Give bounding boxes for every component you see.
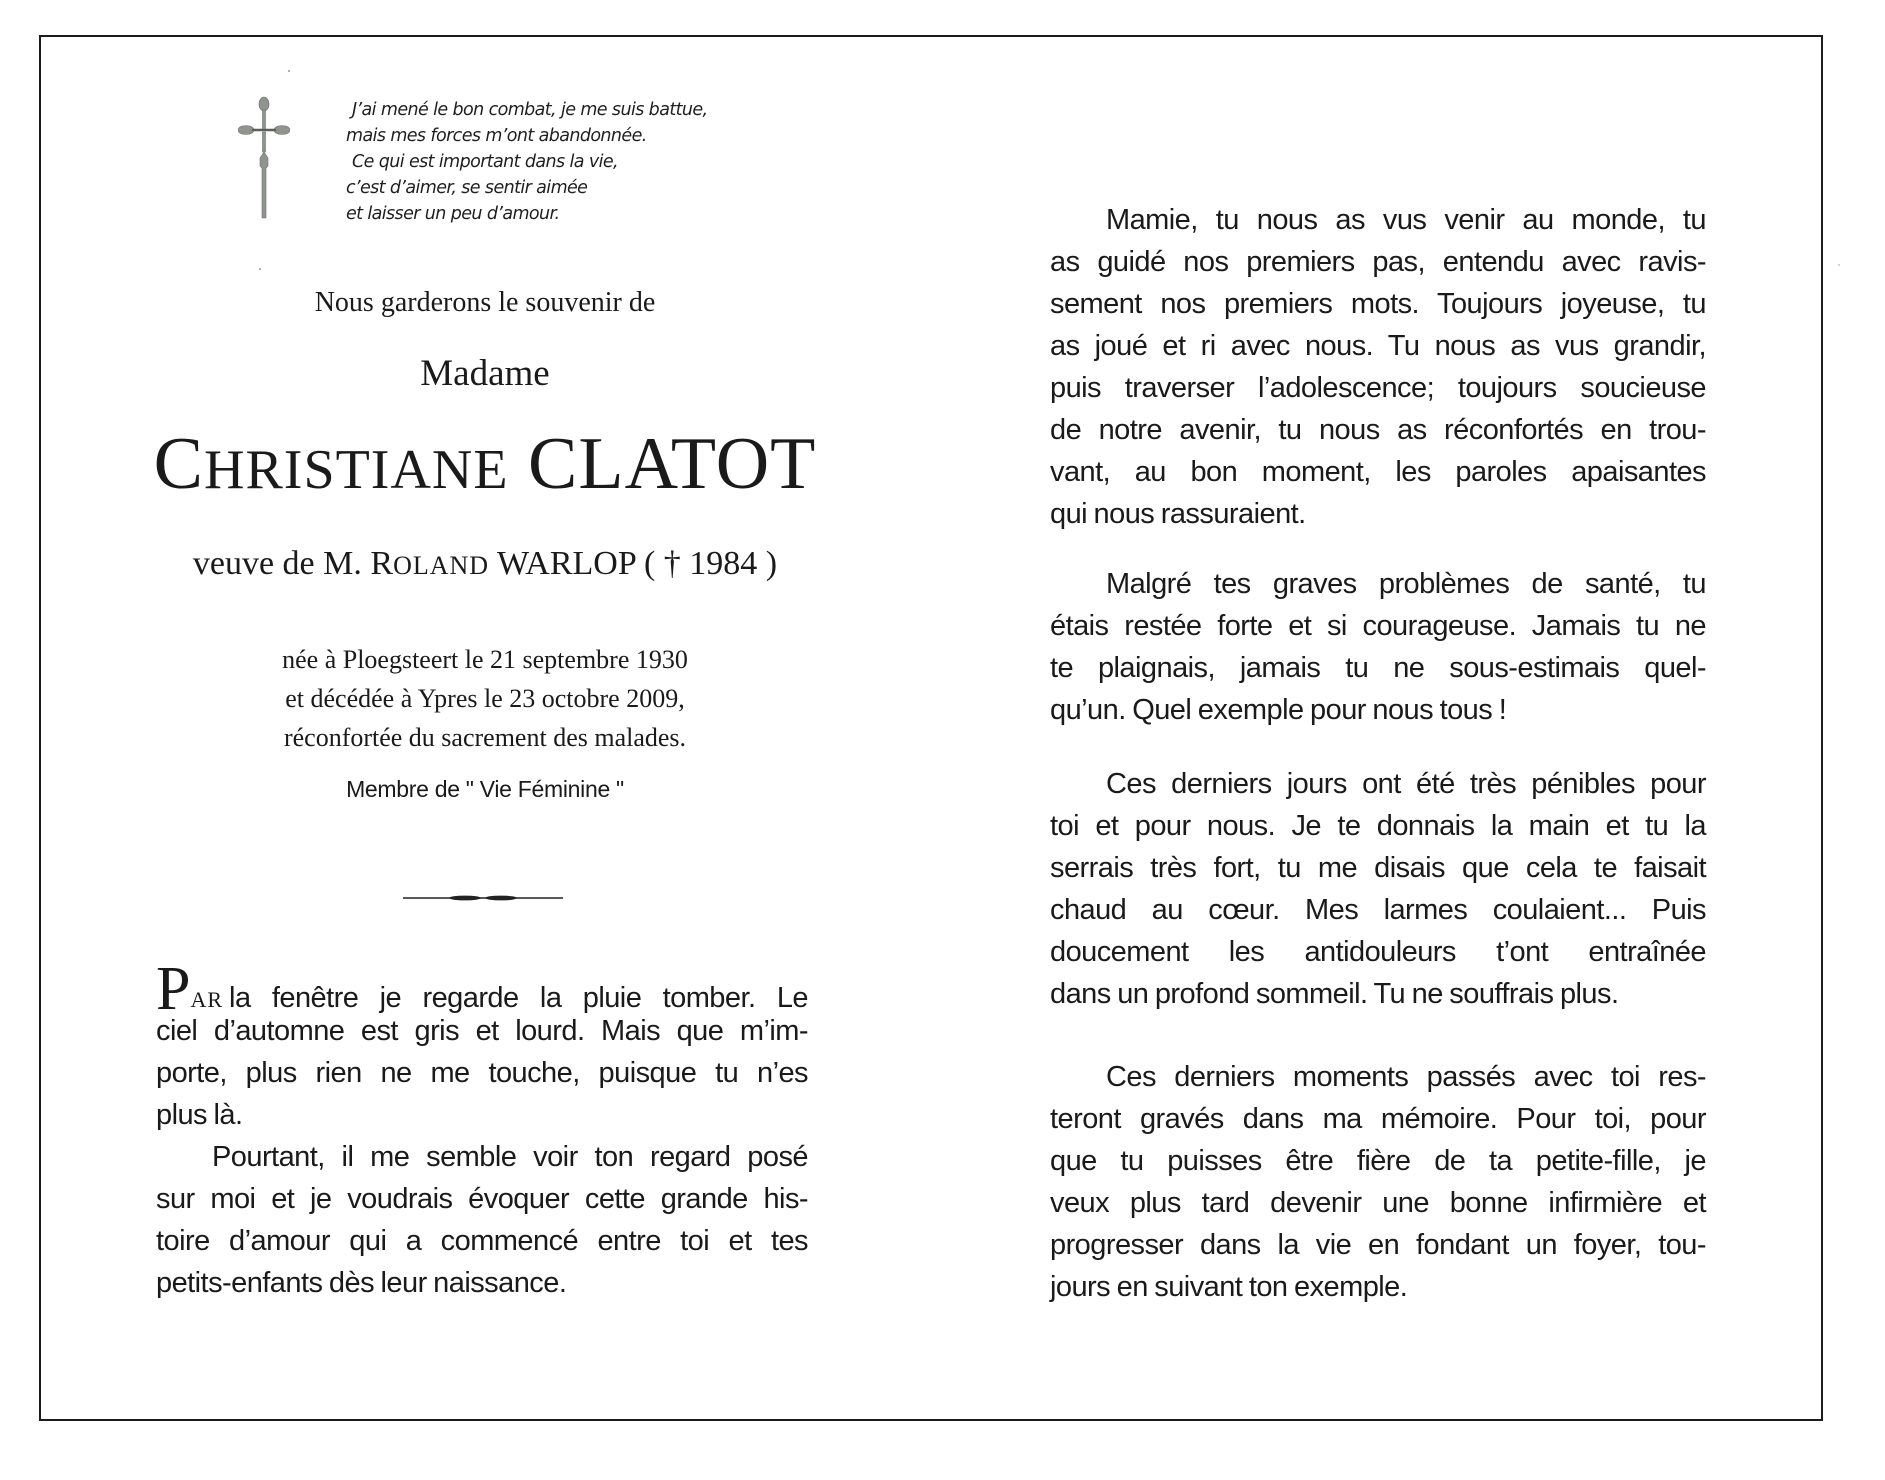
text-line: Mamie, tu nous as vus venir au monde, tu: [1106, 204, 1706, 236]
scan-speck: [259, 268, 261, 270]
text-line: as guidé nos premiers pas, entendu avec ravis-: [1050, 246, 1706, 278]
text-line: sement nos premiers mots. Toujours joyeuse, tu: [1050, 288, 1706, 320]
grandchild-letter-intro: [156, 955, 808, 1304]
text-line: qu’un. Quel exemple pour nous tous !: [1050, 694, 1507, 726]
paragraph-last-days: [1050, 763, 1706, 1015]
birth-line: née à Ploegsteert le 21 septembre 1930: [282, 645, 688, 674]
text-line: Ces derniers jours ont été très pénibles pour: [1106, 768, 1706, 800]
text-line: progresser dans la vie en fondant un foyer, tou-: [1050, 1229, 1706, 1261]
text-line: toi et pour nous. Je te donnais la main et tu la: [1050, 810, 1706, 842]
text-line: ciel d’automne est gris et lourd. Mais que m’im-: [156, 1015, 808, 1047]
text-line: toire d’amour qui a commencé entre toi et tes: [156, 1225, 808, 1257]
husband-death-year: ( † 1984 ): [635, 545, 778, 582]
text-line: serrais très fort, tu me disais que cela te faisait: [1050, 852, 1706, 884]
text-line: que tu puisses être fière de ta petite-fille, je: [1050, 1145, 1706, 1177]
scan-speck: [1838, 264, 1840, 266]
life-dates: [120, 640, 850, 757]
poem-line: Ce qui est important dans la vie,: [352, 152, 619, 172]
poem-line: c’est d’aimer, se sentir aimée: [346, 178, 588, 198]
poem-line: et laisser un peu d’amour.: [346, 204, 560, 224]
text-line: de notre avenir, tu nous as réconfortés en trou-: [1050, 414, 1706, 446]
death-line: et décédée à Ypres le 23 octobre 2009,: [285, 684, 685, 713]
small-caps: AR: [190, 987, 224, 1012]
text-line: dans un profond sommeil. Tu ne souffrais plus.: [1050, 978, 1619, 1010]
poem-line: mais mes forces m’ont abandonnée.: [346, 126, 647, 146]
remembrance-intro: Nous garderons le souvenir de: [314, 287, 656, 318]
drop-cap: P: [156, 955, 191, 1023]
text-line: qui nous rassuraient.: [1050, 498, 1306, 530]
text-line: petits-enfants dès leur naissance.: [156, 1267, 567, 1299]
paragraph-promise: [1050, 1056, 1706, 1308]
text-line: veux plus tard devenir une bonne infirmière et: [1050, 1187, 1706, 1219]
deceased-name: [120, 424, 850, 510]
text-line: [156, 955, 808, 1023]
text-line: vant, au bon moment, les paroles apaisantes: [1050, 456, 1706, 488]
text-line: as joué et ri avec nous. Tu nous as vus grandir,: [1050, 330, 1706, 362]
text-line: doucement les antidouleurs t’ont entraînée: [1050, 936, 1706, 968]
text-line: Pourtant, il me semble voir ton regard posé: [212, 1141, 808, 1173]
scan-speck: [288, 70, 290, 72]
paragraph-courage: [1050, 563, 1706, 731]
text-line: jours en suivant ton exemple.: [1050, 1271, 1408, 1303]
sacrament-line: réconfortée du sacrement des malades.: [283, 723, 687, 752]
cross-icon: [238, 96, 290, 222]
poem-line: J’ai mené le bon combat, je me suis battue,: [352, 100, 708, 120]
husband-first-rest: OLAND: [393, 551, 490, 580]
text-line: chaud au cœur. Mes larmes coulaient... Puis: [1050, 894, 1706, 926]
text-line-content: la fenêtre je regarde la pluie tomber. Le: [229, 982, 808, 1014]
first-name-initial: C: [153, 423, 204, 505]
text-line: sur moi et je voudrais évoquer cette grande his-: [156, 1183, 808, 1215]
text-line: étais restée forte et si courageuse. Jamais tu ne: [1050, 610, 1706, 642]
husband-last-name: WARLOP: [489, 545, 636, 582]
widow-prefix: veuve de M.: [192, 545, 371, 582]
text-line: porte, plus rien ne me touche, puisque tu n’es: [156, 1057, 808, 1089]
text-line: Malgré tes graves problèmes de santé, tu: [1106, 568, 1706, 600]
text-line: plus là.: [156, 1099, 243, 1131]
text-line: te plaignais, jamais tu ne sous-estimais quel-: [1050, 652, 1706, 684]
widow-line: [120, 545, 850, 583]
ornamental-divider-icon: [403, 894, 563, 902]
paragraph-childhood: [1050, 199, 1706, 535]
husband-initial: R: [370, 545, 394, 582]
text-line: Ces derniers moments passés avec toi res-: [1106, 1061, 1706, 1093]
honorific-title: Madame: [420, 353, 550, 394]
text-line: puis traverser l’adolescence; toujours soucieuse: [1050, 372, 1706, 404]
membership-line: Membre de " Vie Féminine ": [346, 776, 624, 802]
epigraph-poem: [346, 97, 707, 227]
first-name-rest: HRISTIANE: [204, 439, 509, 501]
last-name: CLATOT: [528, 423, 817, 505]
text-line: teront gravés dans ma mémoire. Pour toi, pour: [1050, 1103, 1706, 1135]
